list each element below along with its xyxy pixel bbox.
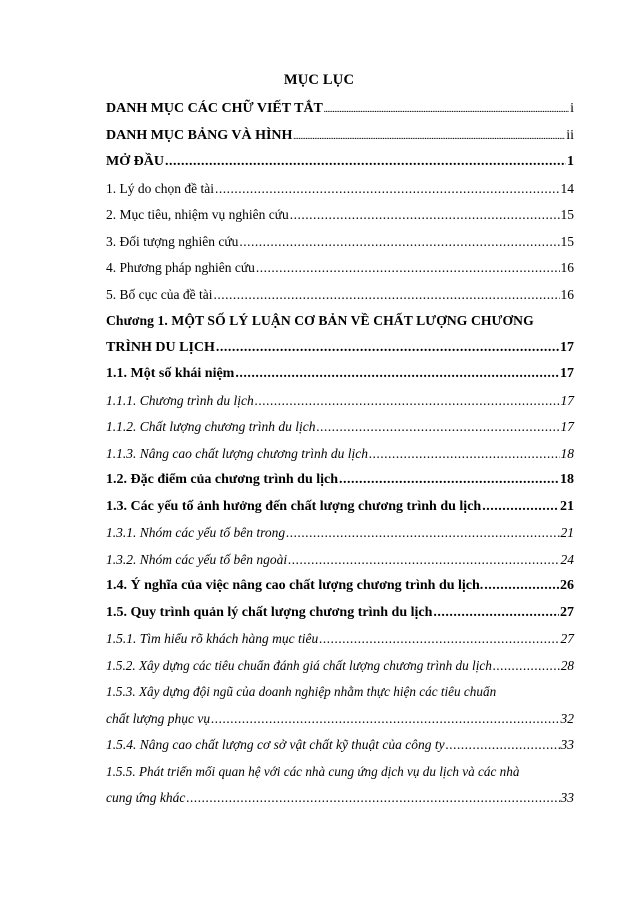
toc-entry-title: 1.5.1. Tìm hiểu rõ khách hàng mục tiêu — [106, 631, 319, 646]
toc-entry-introduction[interactable] — [106, 149, 574, 176]
toc-entry-1-5[interactable] — [106, 600, 574, 627]
toc-leader-dots — [286, 520, 559, 547]
toc-entry-page: 21 — [560, 525, 574, 540]
toc-entry-1-3-1[interactable] — [106, 520, 574, 547]
toc-entry-1-5-4[interactable] — [106, 732, 574, 759]
toc-entry-page: i — [570, 101, 574, 116]
toc-entry-page: 17 — [560, 339, 574, 355]
toc-leader-dots — [482, 494, 559, 521]
toc-entry-1-1-1[interactable] — [106, 388, 574, 415]
toc-entry-page: 15 — [560, 207, 574, 222]
toc-entry-page: 32 — [560, 710, 574, 726]
toc-leader-dots — [256, 255, 560, 282]
table-of-contents — [106, 96, 574, 812]
toc-entry-5[interactable] — [106, 282, 574, 309]
toc-entry-page: 18 — [560, 472, 574, 487]
toc-entry-page: 14 — [560, 180, 574, 196]
toc-entry-title: 1.1.1. Chương trình du lịch — [106, 392, 254, 408]
toc-entry-title: 1.2. Đặc điểm của chương trình du lịch — [106, 472, 339, 487]
toc-entry-page: 16 — [560, 260, 574, 275]
toc-entry-title: 1.1.2. Chất lượng chương trình du lịch — [106, 419, 316, 434]
toc-leader-dots — [215, 176, 560, 203]
toc-entry-title: 1.3.1. Nhóm các yếu tố bên trong — [106, 525, 286, 540]
toc-entry-page: 16 — [560, 286, 574, 302]
toc-leader-dots — [293, 124, 565, 151]
toc-entry-chapter-1-line1[interactable]: Chương 1. MỘT SỐ LÝ LUẬN CƠ BẢN VỀ CHẤT LƯỢNG CHƯƠNG — [106, 313, 534, 328]
toc-entry-page: 33 — [560, 737, 574, 752]
toc-entry-1-2[interactable] — [106, 467, 574, 494]
toc-entry-title: cung ứng khác — [106, 790, 186, 805]
toc-entry-4[interactable] — [106, 255, 574, 282]
toc-entry-title: 1.3. Các yếu tố ảnh hưởng đến chất lượng chương trình du lịch — [106, 498, 482, 514]
toc-leader-dots — [255, 388, 560, 415]
toc-entry-1-5-1[interactable] — [106, 626, 574, 653]
toc-entry-1[interactable] — [106, 176, 574, 203]
toc-leader-dots — [288, 547, 559, 574]
toc-entry-abbreviations[interactable] — [106, 96, 574, 123]
toc-entry-title: 1.1. Một số khái niệm — [106, 366, 235, 381]
toc-entry-tables-figures[interactable] — [106, 123, 574, 150]
toc-entry-1-1-3[interactable] — [106, 441, 574, 468]
toc-entry-1-1-2[interactable] — [106, 414, 574, 441]
toc-leader-dots — [446, 732, 560, 759]
toc-leader-dots — [319, 626, 559, 653]
toc-entry-title: 1.5.2. Xây dựng các tiêu chuẩn đánh giá chất lượng chương trình du lịch — [106, 657, 492, 673]
toc-entry-1-3[interactable] — [106, 494, 574, 521]
toc-entry-title: 5. Bố cục của đề tài — [106, 286, 213, 302]
toc-entry-page: 27 — [560, 631, 574, 646]
toc-entry-title: chất lượng phục vụ — [106, 710, 211, 726]
toc-entry-3[interactable] — [106, 229, 574, 256]
toc-entry-1-4[interactable] — [106, 573, 574, 600]
toc-entry-page: 17 — [560, 366, 574, 381]
toc-entry-page: 1 — [567, 154, 574, 169]
toc-entry-page: 15 — [560, 233, 574, 249]
toc-leader-dots — [211, 706, 559, 733]
toc-entry-1-5-3[interactable] — [106, 706, 574, 733]
toc-leader-dots — [433, 600, 559, 627]
toc-entry-chapter-1[interactable] — [106, 335, 574, 362]
toc-entry-title: 2. Mục tiêu, nhiệm vụ nghiên cứu — [106, 207, 289, 222]
toc-leader-dots — [165, 149, 566, 176]
toc-entry-1-5-5[interactable] — [106, 785, 574, 812]
toc-entry-1-5-5-line1[interactable]: 1.5.5. Phát triển mối quan hệ với các nhà cung ứng dịch vụ du lịch và các nhà — [106, 763, 520, 779]
toc-entry-title: DANH MỤC BẢNG VÀ HÌNH — [106, 127, 293, 143]
toc-leader-dots — [317, 414, 560, 441]
toc-entry-page: 27 — [560, 604, 574, 620]
toc-entry-1-1[interactable] — [106, 361, 574, 388]
toc-leader-dots — [324, 97, 569, 124]
toc-entry-title: 1.5. Quy trình quản lý chất lượng chương trình du lịch — [106, 604, 433, 620]
toc-entry-title: 1.3.2. Nhóm các yếu tố bên ngoài — [106, 551, 288, 567]
toc-leader-dots — [484, 573, 559, 600]
toc-entry-page: 17 — [560, 392, 574, 408]
toc-entry-1-5-3-line1[interactable]: 1.5.3. Xây dựng đội ngũ của doanh nghiệp nhằm thực hiện các tiêu chuẩn — [106, 684, 497, 699]
toc-leader-dots — [216, 335, 559, 362]
toc-entry-title: 1.5.4. Nâng cao chất lượng cơ sở vật chất kỹ thuật của công ty — [106, 737, 445, 752]
toc-leader-dots — [290, 202, 560, 229]
toc-entry-page: 18 — [560, 445, 574, 461]
toc-leader-dots — [239, 229, 559, 256]
toc-entry-title: DANH MỤC CÁC CHỮ VIẾT TẮT — [106, 101, 323, 116]
toc-entry-page: 26 — [560, 578, 574, 593]
toc-entry-title: 3. Đối tượng nghiên cứu — [106, 233, 239, 249]
toc-entry-title: MỞ ĐẦU — [106, 154, 164, 169]
toc-entry-page: 17 — [560, 419, 574, 434]
toc-heading: MỤC LỤC — [283, 72, 355, 88]
toc-leader-dots — [213, 282, 559, 309]
toc-leader-dots — [235, 361, 559, 388]
toc-entry-title: 4. Phương pháp nghiên cứu — [106, 260, 255, 275]
toc-entry-page: ii — [566, 127, 574, 143]
toc-entry-2[interactable] — [106, 202, 574, 229]
toc-leader-dots — [186, 785, 559, 812]
toc-entry-title: TRÌNH DU LỊCH — [106, 339, 215, 355]
toc-entry-page: 33 — [560, 790, 574, 805]
toc-leader-dots — [369, 441, 560, 468]
toc-entry-page: 28 — [560, 657, 574, 673]
toc-entry-title: 1.4. Ý nghĩa của việc nâng cao chất lượng chương trình du lịch. — [106, 578, 484, 593]
toc-entry-page: 21 — [560, 498, 574, 514]
toc-entry-1-3-2[interactable] — [106, 547, 574, 574]
toc-entry-1-5-2[interactable] — [106, 653, 574, 680]
toc-entry-title: 1.1.3. Nâng cao chất lượng chương trình du lịch — [106, 445, 368, 461]
toc-entry-page: 24 — [560, 551, 574, 567]
toc-entry-title: 1. Lý do chọn đề tài — [106, 180, 214, 196]
toc-leader-dots — [339, 467, 559, 494]
toc-leader-dots — [493, 653, 560, 680]
